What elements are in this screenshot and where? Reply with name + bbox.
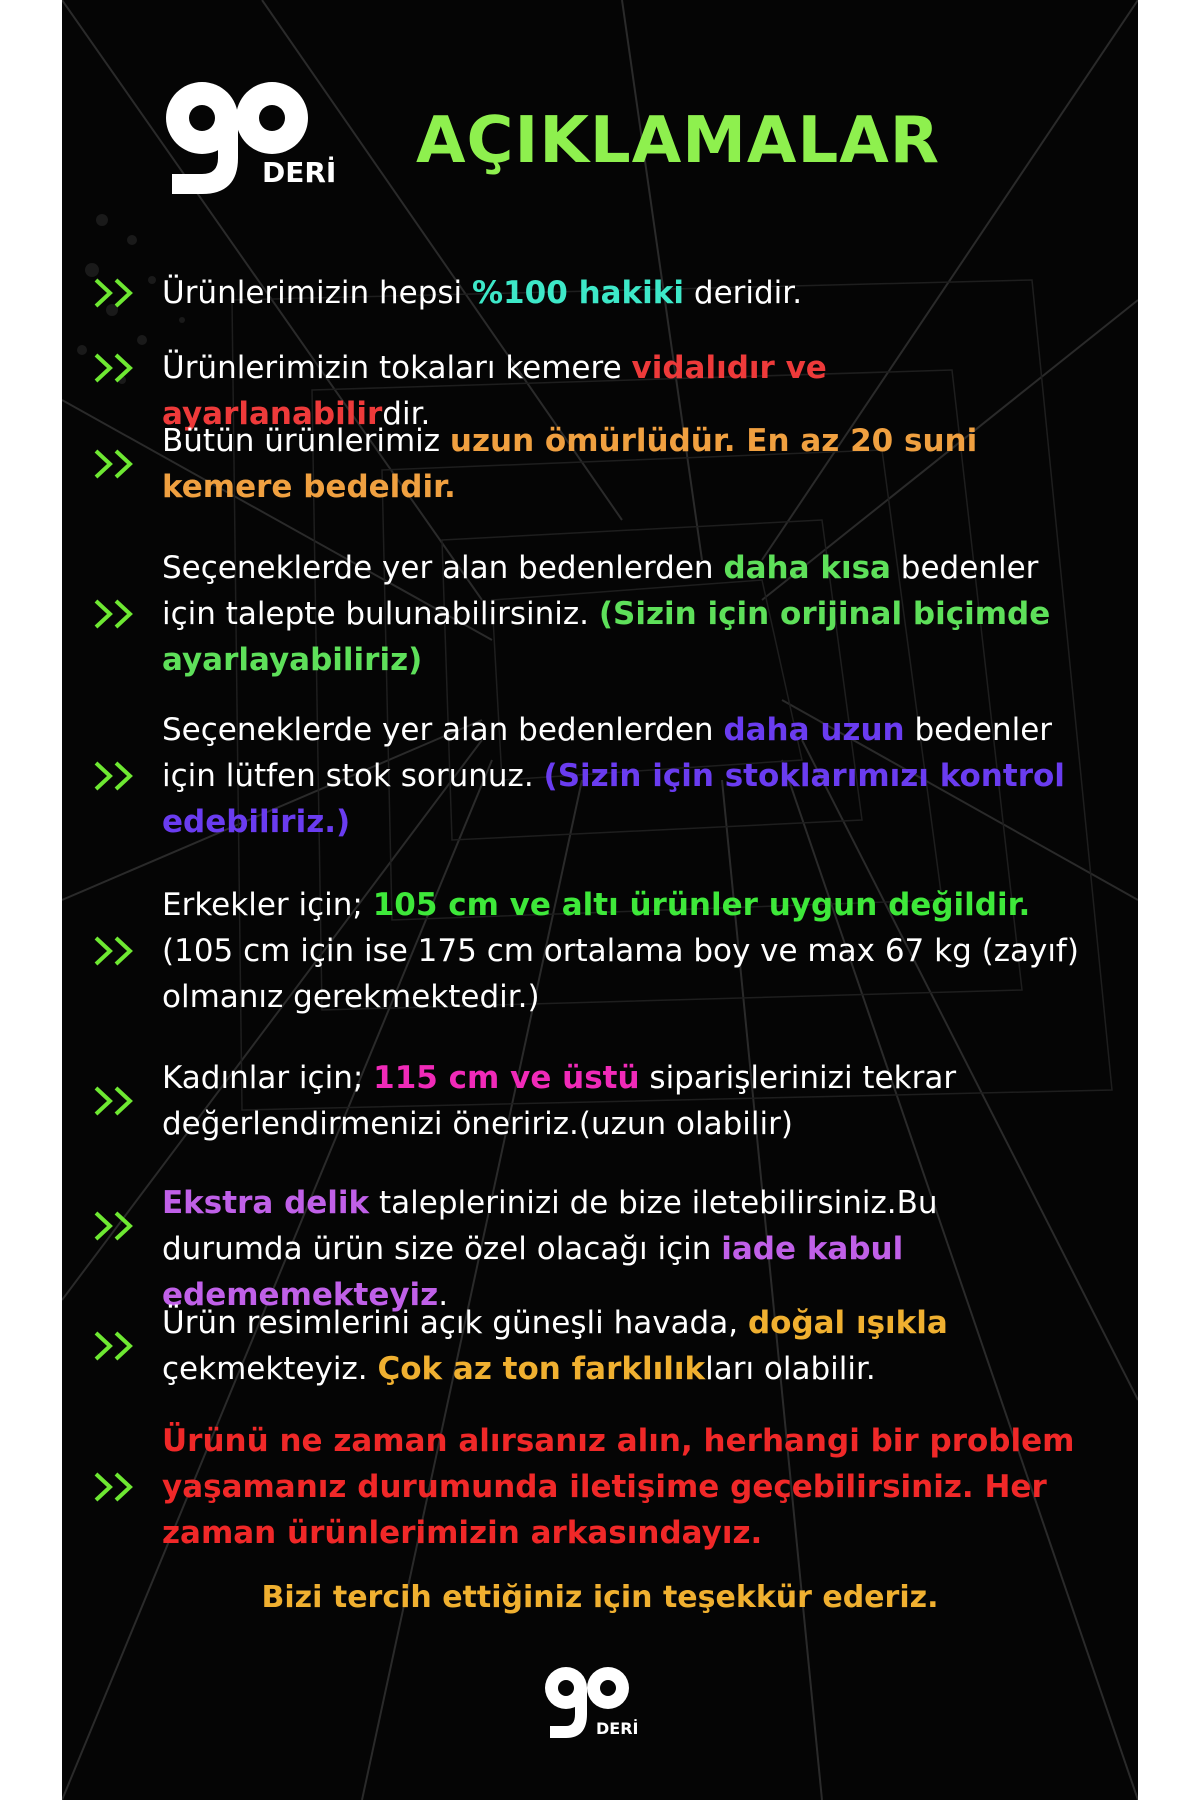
- list-item: [62, 1180, 1138, 1313]
- page-title: AÇIKLAMALAR: [416, 104, 941, 178]
- double-chevron-icon: [92, 1329, 140, 1363]
- list-item: [62, 707, 1138, 845]
- plain-text: Seçeneklerde yer alan bedenlerden: [162, 550, 724, 586]
- double-chevron-icon: [92, 597, 140, 631]
- double-chevron-icon: [92, 1470, 140, 1504]
- plain-text: Ürünlerimizin tokaları kemere: [162, 350, 632, 386]
- plain-text: Ürün resimlerini açık güneşli havada,: [162, 1305, 748, 1341]
- plain-text: bedenler için talepte bulunabilirsiniz.: [162, 550, 1039, 632]
- plain-text: Kadınlar için;: [162, 1060, 374, 1096]
- plain-text: ları olabilir.: [705, 1351, 876, 1387]
- list-item: [62, 1300, 1138, 1392]
- highlight-text: 115 cm ve üstü: [373, 1060, 640, 1096]
- go-deri-logo: [162, 78, 372, 198]
- double-chevron-icon: [92, 1209, 140, 1243]
- highlight-text: Ürünü ne zaman alırsanız alın, herhangi bir problem yaşamanız durumunda iletişime geçebilirsiniz. Her zaman ürünlerimizin arkasındayız.: [162, 1423, 1075, 1551]
- item-text: [162, 1300, 1082, 1392]
- highlight-text: Çok az ton farklılık: [377, 1351, 706, 1387]
- highlight-text: uzun ömürlüdür. En az 20 suni kemere bedeldir.: [162, 423, 978, 505]
- highlight-text: (Sizin için stoklarımızı kontrol edebiliriz.): [162, 758, 1065, 840]
- plain-text: bedenler için lütfen stok sorunuz.: [162, 712, 1053, 794]
- highlight-text: %100 hakiki: [472, 275, 685, 311]
- list-item: [62, 418, 1138, 510]
- item-text: [162, 1180, 1082, 1318]
- plain-text: Seçeneklerde yer alan bedenlerden: [162, 712, 724, 748]
- item-text: [162, 418, 1082, 510]
- plain-text: Erkekler için;: [162, 887, 373, 923]
- highlight-text: (Sizin için orijinal biçimde ayarlayabiliriz): [162, 596, 1051, 678]
- double-chevron-icon: [92, 447, 140, 481]
- highlight-text: vidalıdır ve ayarlanabilir: [162, 350, 827, 432]
- item-text: [162, 882, 1082, 1020]
- list-item: [62, 270, 1138, 316]
- plain-text: taleplerinizi de bize iletebilirsiniz.Bu durumda ürün size özel olacağı için: [162, 1185, 938, 1267]
- list-item: [62, 882, 1138, 1020]
- list-item: [62, 545, 1138, 683]
- list-item: [62, 1418, 1138, 1556]
- go-deri-logo-bottom: [544, 1664, 662, 1746]
- list-item: [62, 345, 1138, 432]
- highlight-text: doğal ışıkla: [747, 1305, 948, 1341]
- plain-text: (105 cm için ise 175 cm ortalama boy ve max 67 kg (zayıf) olmanız gerekmektedir.): [162, 933, 1079, 1015]
- plain-text: dir.: [382, 396, 431, 432]
- plain-text: Ürünlerimizin hepsi: [162, 275, 472, 311]
- highlight-text: Ekstra delik: [162, 1185, 370, 1221]
- list-item: [62, 1055, 1138, 1147]
- plain-text: çekmekteyiz.: [162, 1351, 378, 1387]
- double-chevron-icon: [92, 934, 140, 968]
- highlight-text: daha kısa: [723, 550, 891, 586]
- plain-text: deridir.: [684, 275, 803, 311]
- double-chevron-icon: [92, 351, 140, 385]
- item-text: [162, 270, 1082, 316]
- item-text: [162, 1055, 1082, 1147]
- logo-bottom-sub-text: DERİ: [596, 1719, 639, 1738]
- plain-text: Bütün ürünlerimiz: [162, 423, 450, 459]
- item-text: [162, 545, 1082, 683]
- highlight-text: iade kabul edememekteyiz: [162, 1231, 904, 1313]
- thanks-text: Bizi tercih ettiğiniz için teşekkür ederiz.: [261, 1580, 939, 1615]
- poster: [62, 0, 1138, 1800]
- item-text: [162, 707, 1082, 845]
- highlight-text: daha uzun: [723, 712, 905, 748]
- double-chevron-icon: [92, 1084, 140, 1118]
- double-chevron-icon: [92, 276, 140, 310]
- plain-text: siparişlerinizi tekrar değerlendirmenizi öneririz.(uzun olabilir): [162, 1060, 957, 1142]
- logo-sub-text: DERİ: [262, 156, 337, 189]
- double-chevron-icon: [92, 759, 140, 793]
- item-text: [162, 1418, 1082, 1556]
- plain-text: .: [438, 1277, 449, 1313]
- highlight-text: 105 cm ve altı ürünler uygun değildir.: [372, 887, 1031, 923]
